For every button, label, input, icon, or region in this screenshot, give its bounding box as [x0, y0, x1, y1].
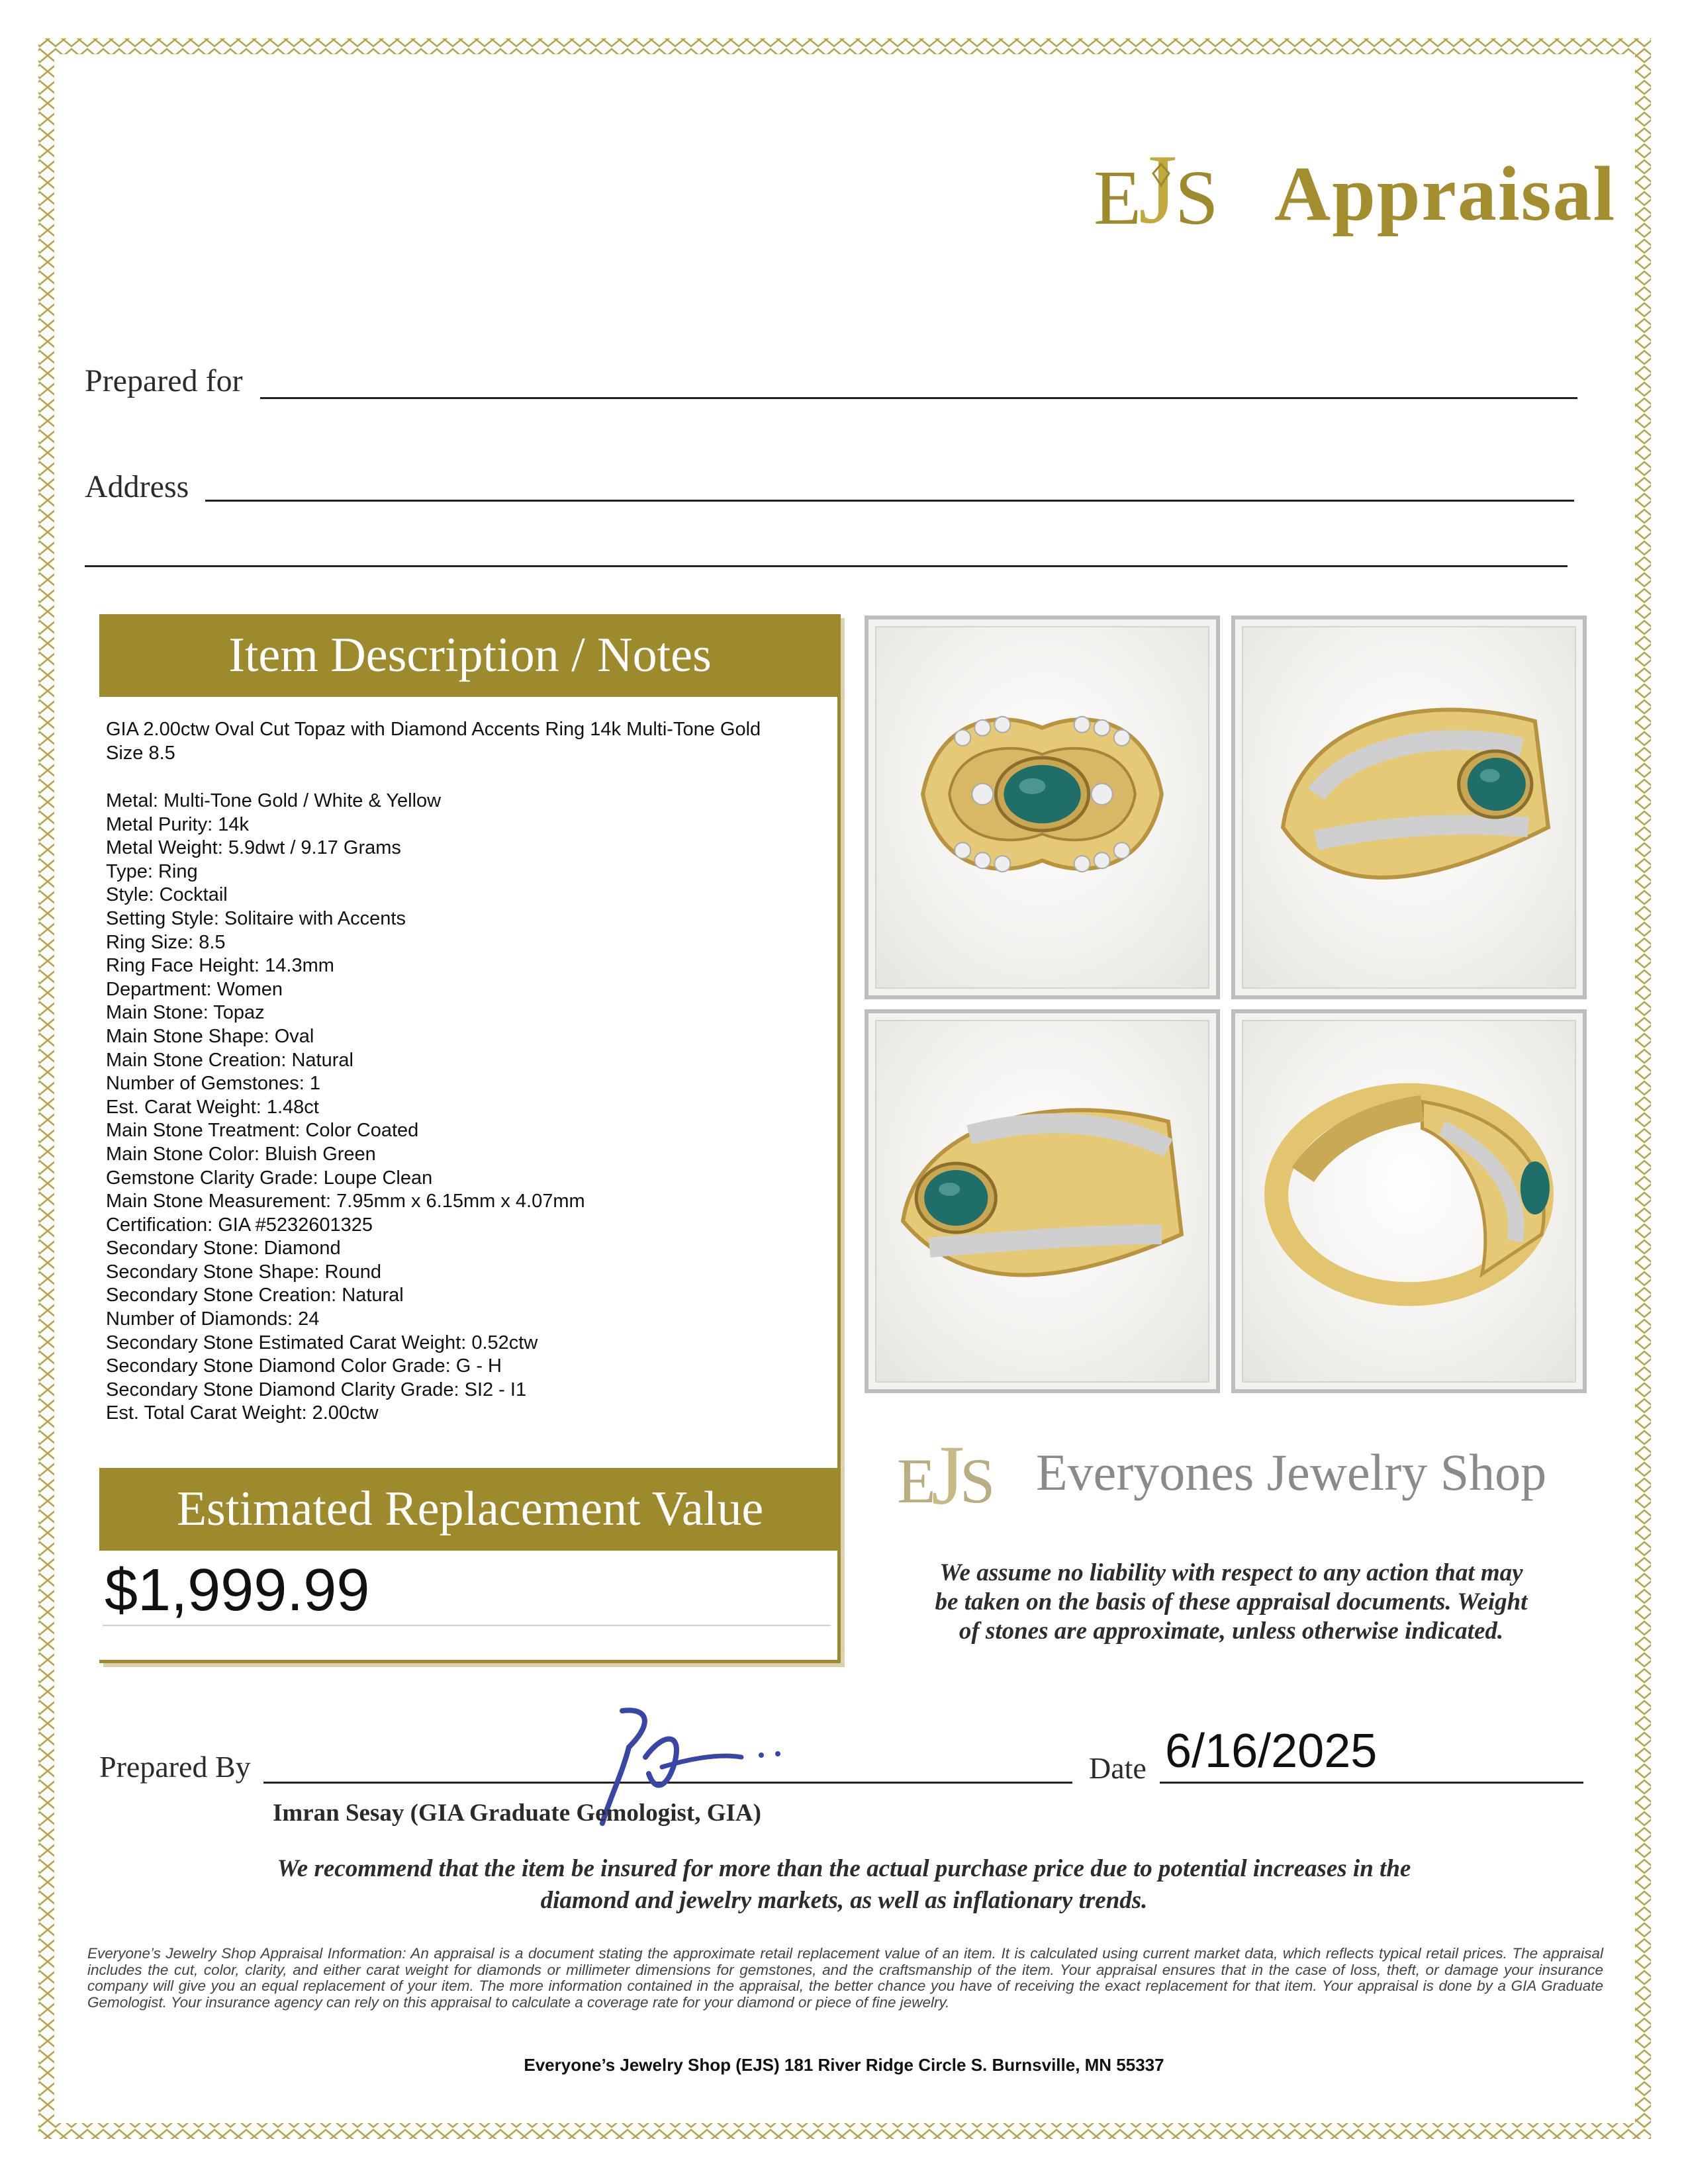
liability-disclaimer: [854, 1559, 1609, 1646]
svg-text:J: J: [1139, 144, 1178, 244]
ring-front-image: [876, 627, 1208, 987]
date-field[interactable]: [1160, 1782, 1583, 1784]
svg-text:J: J: [931, 1436, 964, 1522]
detail-measurement: Main Stone Measurement: 7.95mm x 6.15mm x 4.07mm: [106, 1191, 585, 1212]
detail-main-stone-creation: Main Stone Creation: Natural: [106, 1049, 353, 1071]
ejs-monogram-icon: [1092, 144, 1231, 270]
shop-name: Everyones Jewelry Shop: [1036, 1443, 1547, 1501]
detail-main-stone-shape: Main Stone Shape: Oval: [106, 1025, 314, 1047]
svg-text:S: S: [1175, 154, 1219, 241]
detail-secondary-shape: Secondary Stone Shape: Round: [106, 1261, 381, 1283]
item-details-list: [106, 790, 834, 1426]
detail-certification: Certification: GIA #5232601325: [106, 1214, 373, 1236]
disclaimer-line1: We assume no liability with respect to any action that may: [939, 1559, 1523, 1586]
footer-address: Everyone’s Jewelry Shop (EJS) 181 River Ridge Circle S. Burnsville, MN 55337: [524, 2055, 1164, 2075]
svg-text:E: E: [897, 1445, 936, 1516]
replacement-value-amount: $1,999.99: [105, 1557, 370, 1623]
appraisal-information: Everyone’s Jewelry Shop Appraisal Information: An appraisal is a document stating the approximate retail replacement value of an item. It is calculated using current market data, which reflects typical retail prices. The appraisal includes the cut, color, clarity, and either carat weight for diamonds or millimeter dimensions for gemstones, and the craftsmanship of the item. Your appraisal ensures that in the case of loss, theft, or damage your insurance company will give you an equal replacement of your item. The more information contained in the appraisal, the better chance you have of receiving the exact replacement for that item. Your appraisal is done by a GIA Graduate Gemologist. Your insurance agency can rely on this appraisal to calculate a coverage rate for your diamond or piece of fine jewelry.: [87, 1945, 1603, 2011]
detail-main-stone: Main Stone: Topaz: [106, 1002, 265, 1024]
date-label: Date: [1089, 1751, 1147, 1785]
date-value[interactable]: 6/16/2025: [1165, 1725, 1378, 1778]
address-label: Address: [85, 469, 189, 504]
detail-main-stone-color: Main Stone Color: Bluish Green: [106, 1143, 376, 1165]
detail-face-height: Ring Face Height: 14.3mm: [106, 955, 334, 977]
item-title-line2: Size 8.5: [106, 742, 175, 764]
svg-text:E: E: [1094, 154, 1142, 241]
item-title-line1: GIA 2.00ctw Oval Cut Topaz with Diamond Accents Ring 14k Multi-Tone Gold: [106, 719, 761, 740]
ring-angle-right-image: [1243, 627, 1575, 987]
detail-secondary-carat: Secondary Stone Estimated Carat Weight: 0.52ctw: [106, 1332, 538, 1353]
address-field[interactable]: [205, 500, 1574, 502]
disclaimer-line3: of stones are approximate, unless otherwise indicated.: [959, 1617, 1504, 1645]
detail-metal: Metal: Multi-Tone Gold / White & Yellow: [106, 790, 442, 811]
appraisal-title: Appraisal: [1274, 150, 1617, 237]
ejs-shop-monogram-icon: [897, 1436, 1003, 1549]
detail-metal-weight: Metal Weight: 5.9dwt / 9.17 Grams: [106, 837, 401, 859]
preparer-name: Imran Sesay (GIA Graduate Gemologist, GIA): [273, 1799, 761, 1827]
ring-photo-side[interactable]: [1231, 1009, 1587, 1393]
detail-type: Type: Ring: [106, 860, 198, 882]
address-field-line2[interactable]: [85, 565, 1568, 567]
detail-ring-size: Ring Size: 8.5: [106, 931, 226, 953]
ejs-logo: [1092, 144, 1231, 270]
detail-secondary-creation: Secondary Stone Creation: Natural: [106, 1285, 404, 1306]
prepared-by-label: Prepared By: [99, 1750, 251, 1784]
item-description-heading: Item Description / Notes: [99, 614, 841, 697]
detail-number-diamonds: Number of Diamonds: 24: [106, 1308, 320, 1330]
replacement-value-underline: [103, 1625, 831, 1626]
insurance-recommendation: [99, 1853, 1589, 1917]
shop-logo: [897, 1436, 1003, 1549]
ring-photo-angle-left[interactable]: [865, 1009, 1220, 1393]
svg-text:S: S: [960, 1445, 996, 1516]
detail-treatment: Main Stone Treatment: Color Coated: [106, 1120, 419, 1142]
detail-diamond-clarity: Secondary Stone Diamond Clarity Grade: SI2 - I1: [106, 1379, 527, 1400]
detail-setting-style: Setting Style: Solitaire with Accents: [106, 907, 406, 929]
disclaimer-line2: be taken on the basis of these appraisal documents. Weight: [935, 1588, 1528, 1615]
ring-photo-front[interactable]: [865, 615, 1220, 999]
item-title: [106, 718, 834, 765]
detail-metal-purity: Metal Purity: 14k: [106, 813, 249, 835]
detail-diamond-color: Secondary Stone Diamond Color Grade: G - H: [106, 1355, 502, 1377]
recommendation-line2: diamond and jewelry markets, as well as inflationary trends.: [540, 1887, 1148, 1914]
prepared-for-label: Prepared for: [85, 363, 243, 398]
detail-department: Department: Women: [106, 978, 283, 1000]
ring-angle-left-image: [876, 1021, 1208, 1381]
replacement-value-heading: Estimated Replacement Value: [99, 1468, 841, 1551]
detail-carat-weight: Est. Carat Weight: 1.48ct: [106, 1096, 319, 1118]
detail-number-gemstones: Number of Gemstones: 1: [106, 1073, 320, 1095]
ring-photo-angle-right[interactable]: [1231, 615, 1587, 999]
detail-style: Style: Cocktail: [106, 884, 228, 906]
detail-secondary-stone: Secondary Stone: Diamond: [106, 1238, 341, 1259]
recommendation-line1: We recommend that the item be insured for more than the actual purchase price due to potential increases in the: [277, 1855, 1411, 1882]
detail-clarity: Gemstone Clarity Grade: Loupe Clean: [106, 1167, 433, 1189]
detail-total-carat: Est. Total Carat Weight: 2.00ctw: [106, 1402, 379, 1424]
prepared-for-field[interactable]: [260, 397, 1577, 399]
ring-side-image: [1243, 1021, 1575, 1381]
